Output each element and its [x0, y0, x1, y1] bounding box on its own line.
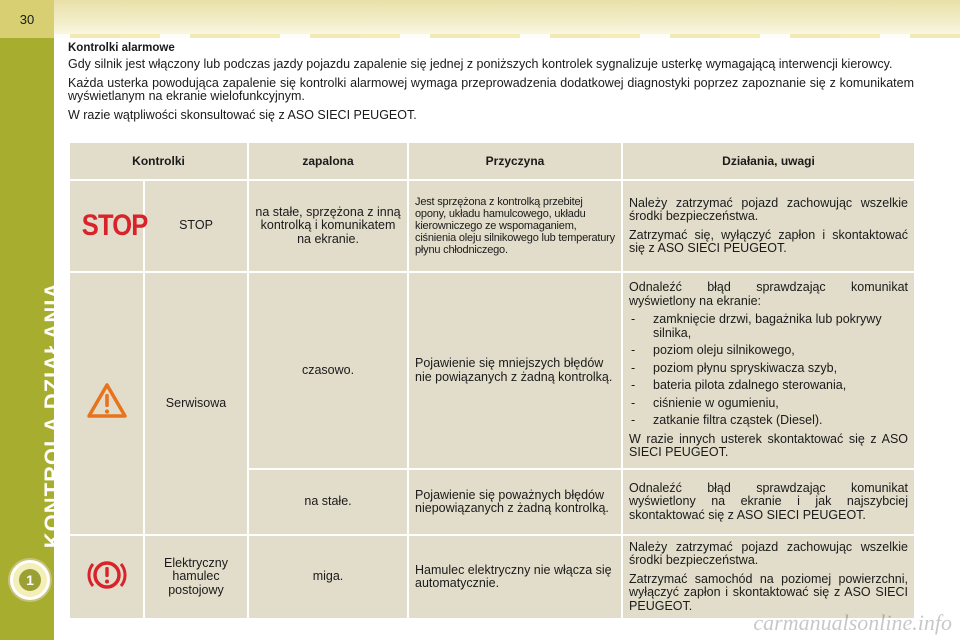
service-name: Serwisowa — [144, 272, 248, 535]
service-icon-cell — [69, 272, 144, 535]
header-zapalona: zapalona — [248, 142, 408, 180]
service-action-temporary — [622, 272, 915, 469]
page-number: 30 — [0, 0, 54, 38]
chapter-title: KONTROLA DZIAŁANIA — [40, 281, 65, 549]
table-header-row — [69, 142, 915, 180]
stop-icon: STOP — [81, 209, 148, 242]
service-action-permanent — [622, 469, 915, 535]
brake-action-1: Należy zatrzymać pojazd zachowując wszelkie środki bezpieczeństwa. — [629, 539, 909, 568]
watermark: carmanualsonline.info — [753, 610, 952, 635]
stop-cause: Jest sprzężona z kontrolką przebitej opony, układu hamulcowego, układu kierowniczego ze wspomaganiem, ciśnienia oleju silnikowego lub temperatury płynu chłodniczego. — [408, 180, 622, 272]
header-dzialania: Działania, uwagi — [622, 142, 915, 180]
service-check-list — [629, 313, 908, 428]
chapter-number: 1 — [19, 569, 41, 591]
intro-paragraph-3: W razie wątpliwości skonsultować się z ASO SIECI PEUGEOT. — [68, 107, 417, 122]
service-cause-major: Pojawienie się poważnych błędów niepowiązanych z żadną kontrolką. — [408, 469, 622, 535]
stop-action-2: Zatrzymać się, wyłączyć zapłon i skontaktować się z ASO SIECI PEUGEOT. — [629, 227, 909, 255]
service-lit-permanent: na stałe. — [248, 469, 408, 535]
brake-action — [622, 535, 915, 619]
brake-lit: miga. — [248, 535, 408, 619]
table-row-stop — [69, 180, 915, 272]
intro-paragraph-2: Każda usterka powodująca zapalenie się kontrolki alarmowej wymaga przeprowadzenia dodatkowej diagnostyki poprzez zapoznanie się z komunikatem wyświetlanym na ekranie wielofunkcyjnym. — [68, 75, 914, 103]
stop-lit: na stałe, sprzężona z inną kontrolką i komunikatem na ekranie. — [248, 180, 408, 272]
intro-section — [68, 42, 914, 127]
chapter-badge — [10, 560, 50, 600]
intro-paragraph-1: Gdy silnik jest włączony lub podczas jazdy pojazdu zapalenie się jednej z poniższych kontrolek sygnalizuje usterkę wymagającą interwencji kierowcy. — [68, 57, 893, 71]
header-przyczyna: Przyczyna — [408, 142, 622, 180]
brake-cause: Hamulec elektryczny nie włącza się automatycznie. — [408, 535, 622, 619]
warning-lights-table — [68, 141, 916, 620]
header-kontrolki: Kontrolki — [69, 142, 248, 180]
brake-action-2: Zatrzymać samochód na poziomej powierzchni, wyłączyć zapłon i skontaktować się z ASO SIECI PEUGEOT. — [629, 571, 909, 613]
stop-action-1: Należy zatrzymać pojazd zachowując wszelkie środki bezpieczeństwa. — [629, 195, 909, 223]
stop-icon-cell — [69, 180, 148, 272]
stop-name: STOP — [144, 180, 248, 272]
list-item: - poziom płynu spryskiwacza szyb, — [629, 362, 908, 376]
section-heading: Kontrolki alarmowe — [68, 42, 175, 54]
parking-brake-warning-icon — [86, 557, 128, 593]
service-action-outro: W razie innych usterek skontaktować się z ASO SIECI PEUGEOT. — [629, 431, 909, 460]
service-lit-temporary: czasowo. — [248, 272, 408, 469]
list-item: - poziom oleju silnikowego, — [629, 344, 908, 358]
warning-triangle-icon — [86, 382, 128, 420]
list-item: - zamknięcie drzwi, bagażnika lub pokrywy silnika, — [629, 313, 908, 340]
service-action-major: Odnaleźć błąd sprawdzając komunikat wyświetlony na ekranie i jak najszybciej skontaktować się z ASO SIECI PEUGEOT. — [629, 480, 909, 522]
table-row-parking-brake — [69, 535, 915, 619]
table-row-service-temporary — [69, 272, 915, 469]
brake-name: Elektryczny hamulec postojowy — [144, 535, 248, 619]
top-decorative-band — [0, 0, 960, 38]
brake-icon-cell — [69, 535, 144, 619]
service-action-intro: Odnaleźć błąd sprawdzając komunikat wyświetlony na ekranie: — [629, 280, 909, 308]
list-item: - ciśnienie w ogumieniu, — [629, 397, 908, 411]
list-item: - zatkanie filtra cząstek (Diesel). — [629, 414, 908, 428]
stop-action — [622, 180, 915, 272]
service-cause-minor: Pojawienie się mniejszych błędów nie powiązanych z żadną kontrolką. — [408, 272, 622, 469]
list-item: - bateria pilota zdalnego sterowania, — [629, 379, 908, 393]
